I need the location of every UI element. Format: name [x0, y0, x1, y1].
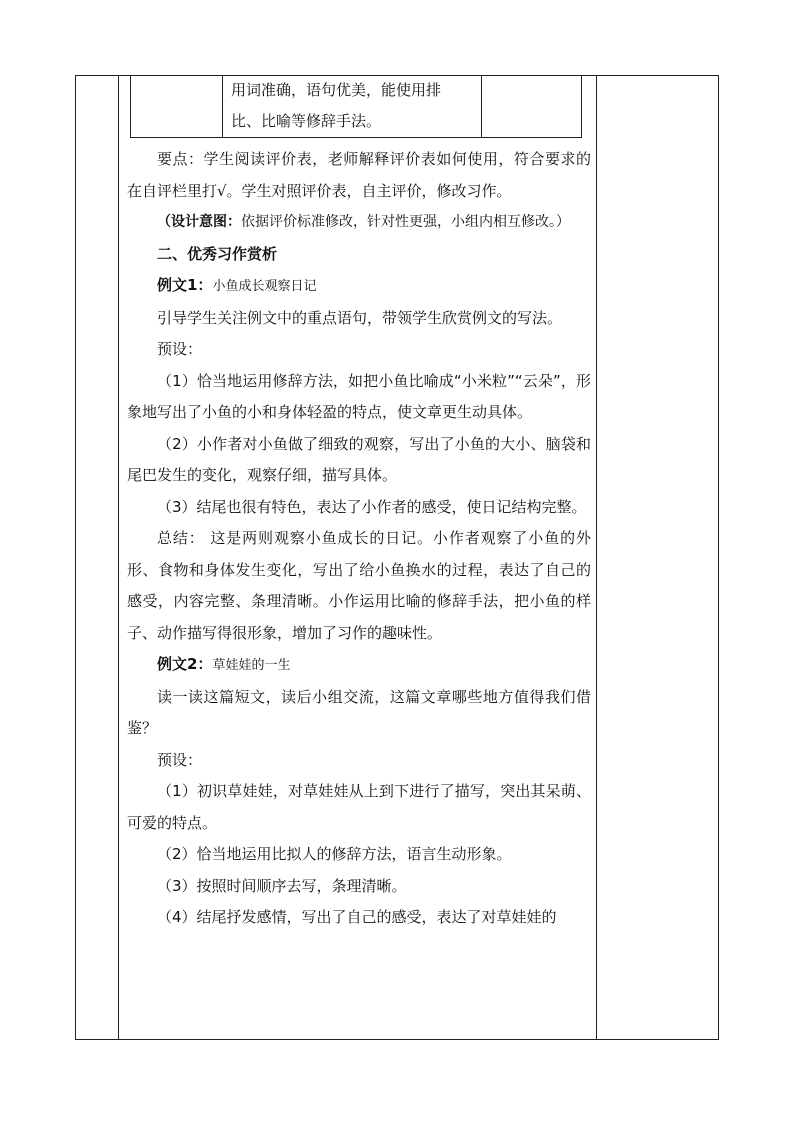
example-1-point-2: （2）小作者对小鱼做了细致的观察，写出了小鱼的大小、脑袋和尾巴发生的变化，观察仔细，描写具体。: [127, 434, 591, 484]
design-intent-label: （设计意图：: [157, 214, 241, 230]
key-points-paragraph: 要点：学生阅读评价表，老师解释评价表如何使用，符合要求的在自评栏里打√。学生对照评价表，自主评价，修改习作。: [127, 150, 591, 200]
evaluation-table-cell-empty: [131, 75, 223, 137]
lesson-content: [127, 144, 591, 934]
criteria-line: 比、比喻等修辞手法。: [231, 112, 382, 130]
example-2-point-2: （2）恰当地运用比拟人的修辞方法，语言生动形象。: [157, 845, 512, 863]
preset-label: 预设：: [157, 340, 203, 358]
example-2-point-1: （1）初识草娃娃，对草娃娃从上到下进行了描写，突出其呆萌、可爱的特点。: [127, 782, 591, 832]
example-1-heading: [127, 270, 591, 303]
example-1-point-1: （1）恰当地运用修辞方法，如把小鱼比喻成“小米粒”“云朵”，形象地写出了小鱼的小和身体轻盈的特点，使文章更生动具体。: [127, 371, 591, 421]
example-1-guide: 引导学生关注例文中的重点语句，带领学生欣赏例文的写法。: [157, 308, 563, 327]
example-2-label: 例文2：: [157, 655, 213, 673]
preset-label: 预设：: [157, 750, 203, 769]
design-intent-paragraph: [127, 207, 591, 239]
summary-paragraph: 总结： 这是两则观察小鱼成长的日记。小作者观察了小鱼的外形、食物和身体发生变化，写出了给小鱼换水的过程，表达了自己的感受，内容完整、条理清晰。小作运用比喻的修辞手法，把小鱼的样子、动作描写得很形象，增加了习作的趣味性。: [127, 529, 591, 642]
column-divider-right: [596, 75, 597, 1040]
column-divider-left: [118, 75, 119, 1040]
example-2-title: 草娃娃的一生: [212, 658, 291, 673]
example-1-title: 小鱼成长观察日记: [212, 279, 317, 294]
example-2-point-3: （3）按照时间顺序去写，条理清晰。: [157, 876, 407, 895]
example-2-point-4: （4）结尾抒发感情，写出了自己的感受，表达了对草娃娃的: [157, 908, 557, 926]
example-2-heading: [127, 649, 591, 682]
example-2-guide: 读一读这篇短文，读后小组交流，这篇文章哪些地方值得我们借鉴？: [127, 687, 591, 737]
criteria-line: 用词准确，语句优美，能使用排: [231, 81, 442, 99]
evaluation-table-fragment: [130, 75, 582, 138]
evaluation-criteria-cell: [231, 75, 476, 137]
section-heading: 二、优秀习作赏析: [157, 244, 278, 263]
design-intent-text: 依据评价标准修改，针对性更强，小组内相互修改。）: [241, 214, 570, 230]
example-1-label: 例文1：: [157, 276, 213, 294]
evaluation-table-divider: [481, 75, 482, 137]
example-1-point-3: （3）结尾也很有特色，表达了小作者的感受，使日记结构完整。: [157, 497, 587, 516]
